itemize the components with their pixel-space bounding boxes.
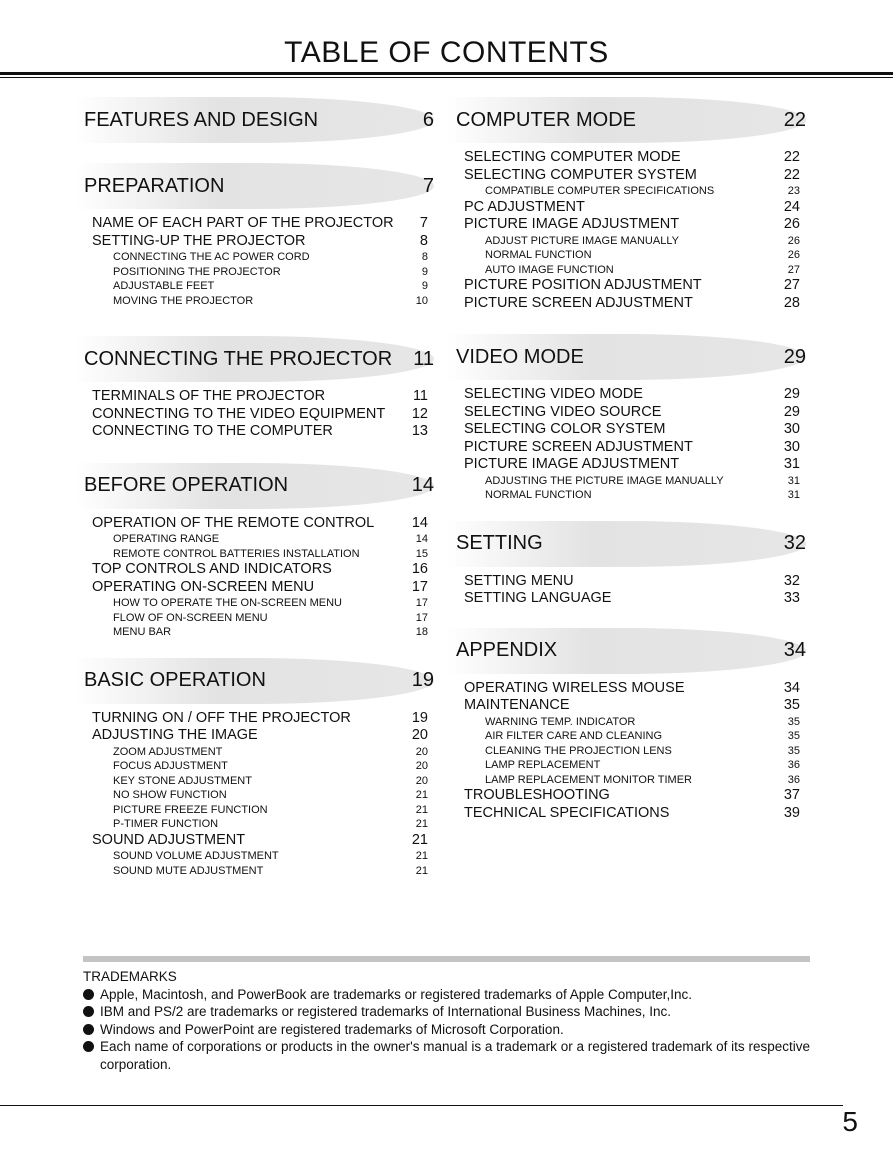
section-heading[interactable] [74,163,434,209]
section-title: COMPUTER MODE [456,108,636,131]
toc-entry[interactable] [84,406,434,424]
section-entries [456,380,806,503]
toc-entry[interactable] [456,697,806,715]
entry-title: NAME OF EACH PART OF THE PROJECTOR [92,215,394,231]
entry-title: SELECTING VIDEO SOURCE [464,403,662,420]
entry-title: PC ADJUSTMENT [464,198,585,215]
section-title: PREPARATION [84,174,225,197]
section-page: 11 [413,347,434,370]
toc-subentry[interactable] [84,759,434,774]
entry-page: 34 [783,679,800,696]
entry-title: ADJUST PICTURE IMAGE MANUALLY [485,234,679,247]
entry-page: 21 [411,831,428,848]
entry-page: 31 [787,489,800,501]
entry-title: OPERATING ON-SCREEN MENU [92,578,315,595]
toc-subentry[interactable] [456,488,806,503]
entry-page: 35 [787,715,800,728]
entry-page: 21 [415,789,428,801]
toc-entry[interactable] [456,199,806,217]
entry-page: 20 [415,745,428,758]
toc-entry[interactable] [456,590,806,608]
toc-section [456,334,806,503]
entry-page: 18 [415,626,428,638]
page-title: TABLE OF CONTENTS [284,36,609,69]
entry-page: 22 [783,149,800,165]
entry-title: OPERATION OF THE REMOTE CONTROL [92,514,375,531]
entry-page: 21 [415,850,428,862]
entry-title: CONNECTING THE AC POWER CORD [113,251,310,263]
entry-page: 8 [419,232,428,249]
toc-entry[interactable] [456,439,806,457]
section-entries [456,674,806,823]
toc-subentry[interactable] [456,758,806,773]
trademark-item [83,1021,810,1039]
entry-title: PICTURE POSITION ADJUSTMENT [464,277,702,293]
entry-title: TURNING ON / OFF THE PROJECTOR [92,709,351,726]
entry-title: SELECTING COLOR SYSTEM [464,421,666,437]
section-title: FEATURES AND DESIGN [84,108,319,131]
entry-title: MAINTENANCE [464,697,570,713]
entry-title: SETTING LANGUAGE [464,590,612,606]
entry-page: 14 [415,533,428,545]
toc-entry[interactable] [84,832,434,850]
section-entries [84,704,434,879]
toc-subentry[interactable] [456,773,806,788]
toc-subentry[interactable] [84,788,434,803]
entry-page: 22 [783,166,800,183]
entry-page: 24 [783,198,800,215]
entry-page: 27 [783,277,800,293]
section-heading[interactable] [446,521,806,567]
section-title: APPENDIX [456,639,558,661]
entry-page: 8 [421,251,428,263]
entry-page: 26 [787,249,800,261]
toc-subentry[interactable] [84,849,434,864]
entry-page: 27 [787,263,800,276]
entry-page: 21 [415,803,428,816]
entry-title: AIR FILTER CARE AND CLEANING [485,730,663,742]
entry-page: 7 [419,215,428,231]
entry-title: ZOOM ADJUSTMENT [113,745,223,758]
toc-subentry[interactable] [84,864,434,879]
entry-title: NO SHOW FUNCTION [113,789,227,801]
entry-page: 20 [415,760,428,772]
trademarks-divider [83,956,810,962]
trademark-text: Each name of corporations or products in the owner's manual is a trademark or a registered trademark of its respective corporation. [100,1039,810,1072]
section-page: 34 [783,639,806,661]
toc-section [84,97,434,143]
trademark-text: Windows and PowerPoint are registered trademarks of Microsoft Corporation. [100,1021,564,1037]
title-rule [0,72,893,75]
toc-subentry[interactable] [84,745,434,760]
section-page: 22 [783,108,806,131]
trademarks-list [83,986,810,1074]
entry-page: 35 [787,744,800,757]
entry-title: WARNING TEMP. INDICATOR [485,715,636,728]
toc-subentry[interactable] [84,294,434,309]
toc-entry[interactable] [84,215,434,233]
trademark-item [83,986,810,1004]
toc-subentry[interactable] [84,532,434,547]
toc-entry[interactable] [456,573,806,591]
toc-section [84,163,434,308]
toc-subentry[interactable] [84,279,434,294]
toc-entry[interactable] [84,515,434,533]
entry-title: COMPATIBLE COMPUTER SPECIFICATIONS [485,185,715,197]
entry-title: TOP CONTROLS AND INDICATORS [92,561,332,577]
entry-title: LAMP REPLACEMENT MONITOR TIMER [485,773,693,786]
entry-page: 14 [411,514,428,531]
entry-title: FOCUS ADJUSTMENT [113,760,228,772]
toc-subentry[interactable] [456,715,806,730]
toc-section [84,658,434,879]
entry-title: SELECTING COMPUTER MODE [464,149,681,165]
section-page: 29 [783,345,806,368]
toc-subentry[interactable] [84,611,434,626]
entry-title: OPERATING RANGE [113,533,220,545]
section-heading[interactable] [446,334,806,380]
section-page: 7 [422,174,434,197]
toc-entry[interactable] [456,787,806,805]
section-entries [84,209,434,308]
toc-entry[interactable] [456,386,806,404]
entry-page: 23 [787,185,800,197]
toc-entry[interactable] [84,710,434,728]
entry-page: 31 [783,456,800,472]
entry-title: TECHNICAL SPECIFICATIONS [464,804,670,821]
entry-title: PICTURE FREEZE FUNCTION [113,803,268,816]
toc-subentry[interactable] [456,474,806,489]
toc-subentry[interactable] [84,265,434,280]
entry-title: NORMAL FUNCTION [485,249,592,261]
entry-title: PICTURE SCREEN ADJUSTMENT [464,438,693,455]
section-heading[interactable] [446,97,806,143]
toc-section [456,628,806,823]
section-page: 14 [411,474,434,496]
section-title: VIDEO MODE [456,345,584,368]
title-rule-thin [0,77,893,78]
entry-page: 10 [415,294,428,307]
page-number: 5 [842,1106,858,1137]
entry-title: NORMAL FUNCTION [485,489,592,501]
bullet-icon [83,989,94,1000]
entry-title: PICTURE IMAGE ADJUSTMENT [464,216,680,232]
entry-title: AUTO IMAGE FUNCTION [485,263,614,276]
toc-entry[interactable] [456,404,806,422]
entry-page: 19 [411,709,428,726]
toc-entry[interactable] [456,805,806,823]
toc-entry[interactable] [456,149,806,167]
trademarks-block [83,968,810,1073]
toc-entry[interactable] [84,579,434,597]
entry-title: SOUND VOLUME ADJUSTMENT [113,850,279,862]
toc-entry[interactable] [456,680,806,698]
entry-page: 37 [783,787,800,803]
entry-title: MENU BAR [113,626,172,638]
entry-page: 13 [411,423,428,439]
toc-left-column [84,97,434,878]
entry-page: 31 [787,474,800,487]
toc-subentry[interactable] [84,803,434,818]
toc-section [84,336,434,441]
entry-page: 29 [783,403,800,420]
toc-entry[interactable] [84,727,434,745]
entry-page: 30 [783,438,800,455]
toc-entry[interactable] [456,421,806,439]
entry-page: 33 [783,590,800,606]
bullet-icon [83,1006,94,1017]
toc-subentry[interactable] [84,547,434,562]
section-entries [84,509,434,640]
section-entries [456,567,806,608]
entry-title: SELECTING COMPUTER SYSTEM [464,166,697,183]
entry-title: TROUBLESHOOTING [464,787,610,803]
trademark-item [83,1038,810,1073]
entry-page: 21 [415,864,428,877]
section-page: 32 [783,532,806,554]
section-title: BEFORE OPERATION [84,474,289,496]
section-entries [84,382,434,441]
toc-subentry[interactable] [84,625,434,640]
entry-title: SOUND MUTE ADJUSTMENT [113,864,264,877]
entry-title: SELECTING VIDEO MODE [464,386,643,402]
toc-subentry[interactable] [456,234,806,249]
entry-title: CONNECTING TO THE COMPUTER [92,423,333,439]
entry-page: 35 [787,730,800,742]
footer-rule [0,1105,843,1106]
section-entries [456,143,806,312]
toc-entry[interactable] [456,277,806,295]
section-title: BASIC OPERATION [84,669,266,691]
toc-subentry[interactable] [84,250,434,265]
entry-title: PICTURE IMAGE ADJUSTMENT [464,456,680,472]
toc-entry[interactable] [84,423,434,441]
entry-title: HOW TO OPERATE THE ON-SCREEN MENU [113,597,342,609]
entry-page: 17 [411,578,428,595]
bullet-icon [83,1041,94,1052]
toc-section [84,463,434,640]
entry-page: 30 [783,421,800,437]
entry-title: LAMP REPLACEMENT [485,759,601,771]
entry-title: ADJUSTING THE IMAGE [92,727,258,743]
toc-subentry[interactable] [456,744,806,759]
entry-title: OPERATING WIRELESS MOUSE [464,679,685,696]
toc-entry[interactable] [84,561,434,579]
entry-page: 17 [415,597,428,609]
entry-page: 16 [411,561,428,577]
entry-page: 17 [415,611,428,624]
toc-subentry[interactable] [456,184,806,199]
trademark-text: IBM and PS/2 are trademarks or registered trademarks of International Business Machines, Inc. [100,1004,672,1019]
toc-subentry[interactable] [456,248,806,263]
section-title: SETTING [456,532,543,554]
toc-entry[interactable] [456,456,806,474]
toc-entry[interactable] [84,233,434,251]
entry-page: 11 [412,388,428,404]
entry-title: REMOTE CONTROL BATTERIES INSTALLATION [113,547,360,560]
toc-subentry[interactable] [84,817,434,832]
entry-title: ADJUSTABLE FEET [113,280,215,292]
section-title: CONNECTING THE PROJECTOR [84,347,393,370]
toc-subentry[interactable] [456,263,806,278]
section-heading[interactable] [74,463,434,509]
trademarks-title: TRADEMARKS [83,969,177,984]
entry-page: 26 [787,234,800,247]
entry-page: 32 [783,572,800,589]
entry-title: PICTURE SCREEN ADJUSTMENT [464,294,693,311]
toc-entry[interactable] [456,216,806,234]
section-heading[interactable] [74,658,434,704]
entry-title: SETTING MENU [464,572,574,589]
toc-subentry[interactable] [84,596,434,611]
entry-title: SETTING-UP THE PROJECTOR [92,232,306,249]
bullet-icon [83,1024,94,1035]
entry-page: 36 [787,773,800,786]
entry-page: 26 [783,216,800,232]
section-page: 6 [422,108,434,131]
trademark-text: Apple, Macintosh, and PowerBook are trademarks or registered trademarks of Apple Computer,Inc. [100,986,693,1002]
entry-page: 20 [415,774,428,787]
trademark-item [83,1003,810,1021]
entry-page: 36 [787,759,800,771]
entry-page: 39 [783,804,800,821]
toc-right-column [456,97,806,822]
toc-entry[interactable] [84,388,434,406]
entry-title: FLOW OF ON-SCREEN MENU [113,611,268,624]
entry-title: POSITIONING THE PROJECTOR [113,265,281,278]
entry-title: TERMINALS OF THE PROJECTOR [92,388,326,404]
section-heading[interactable] [446,628,806,674]
entry-title: KEY STONE ADJUSTMENT [113,774,252,787]
toc-entry[interactable] [456,295,806,313]
section-page: 19 [411,669,434,691]
toc-section [456,97,806,312]
entry-title: SOUND ADJUSTMENT [92,831,246,848]
section-heading[interactable] [74,336,434,382]
entry-title: P-TIMER FUNCTION [113,818,219,830]
entry-title: CONNECTING TO THE VIDEO EQUIPMENT [92,405,386,422]
toc-subentry[interactable] [456,729,806,744]
section-heading[interactable] [74,97,434,143]
entry-page: 12 [411,405,428,422]
entry-title: MOVING THE PROJECTOR [113,294,254,307]
entry-page: 9 [421,265,428,278]
toc-subentry[interactable] [84,774,434,789]
entry-page: 28 [783,294,800,311]
toc-entry[interactable] [456,167,806,185]
entry-page: 29 [783,386,800,402]
entry-page: 20 [411,727,428,743]
entry-title: CLEANING THE PROJECTION LENS [485,744,672,757]
entry-title: ADJUSTING THE PICTURE IMAGE MANUALLY [485,474,724,487]
toc-section [456,521,806,608]
entry-page: 15 [415,547,428,560]
entry-page: 35 [783,697,800,713]
entry-page: 21 [415,818,428,830]
entry-page: 9 [421,280,428,292]
